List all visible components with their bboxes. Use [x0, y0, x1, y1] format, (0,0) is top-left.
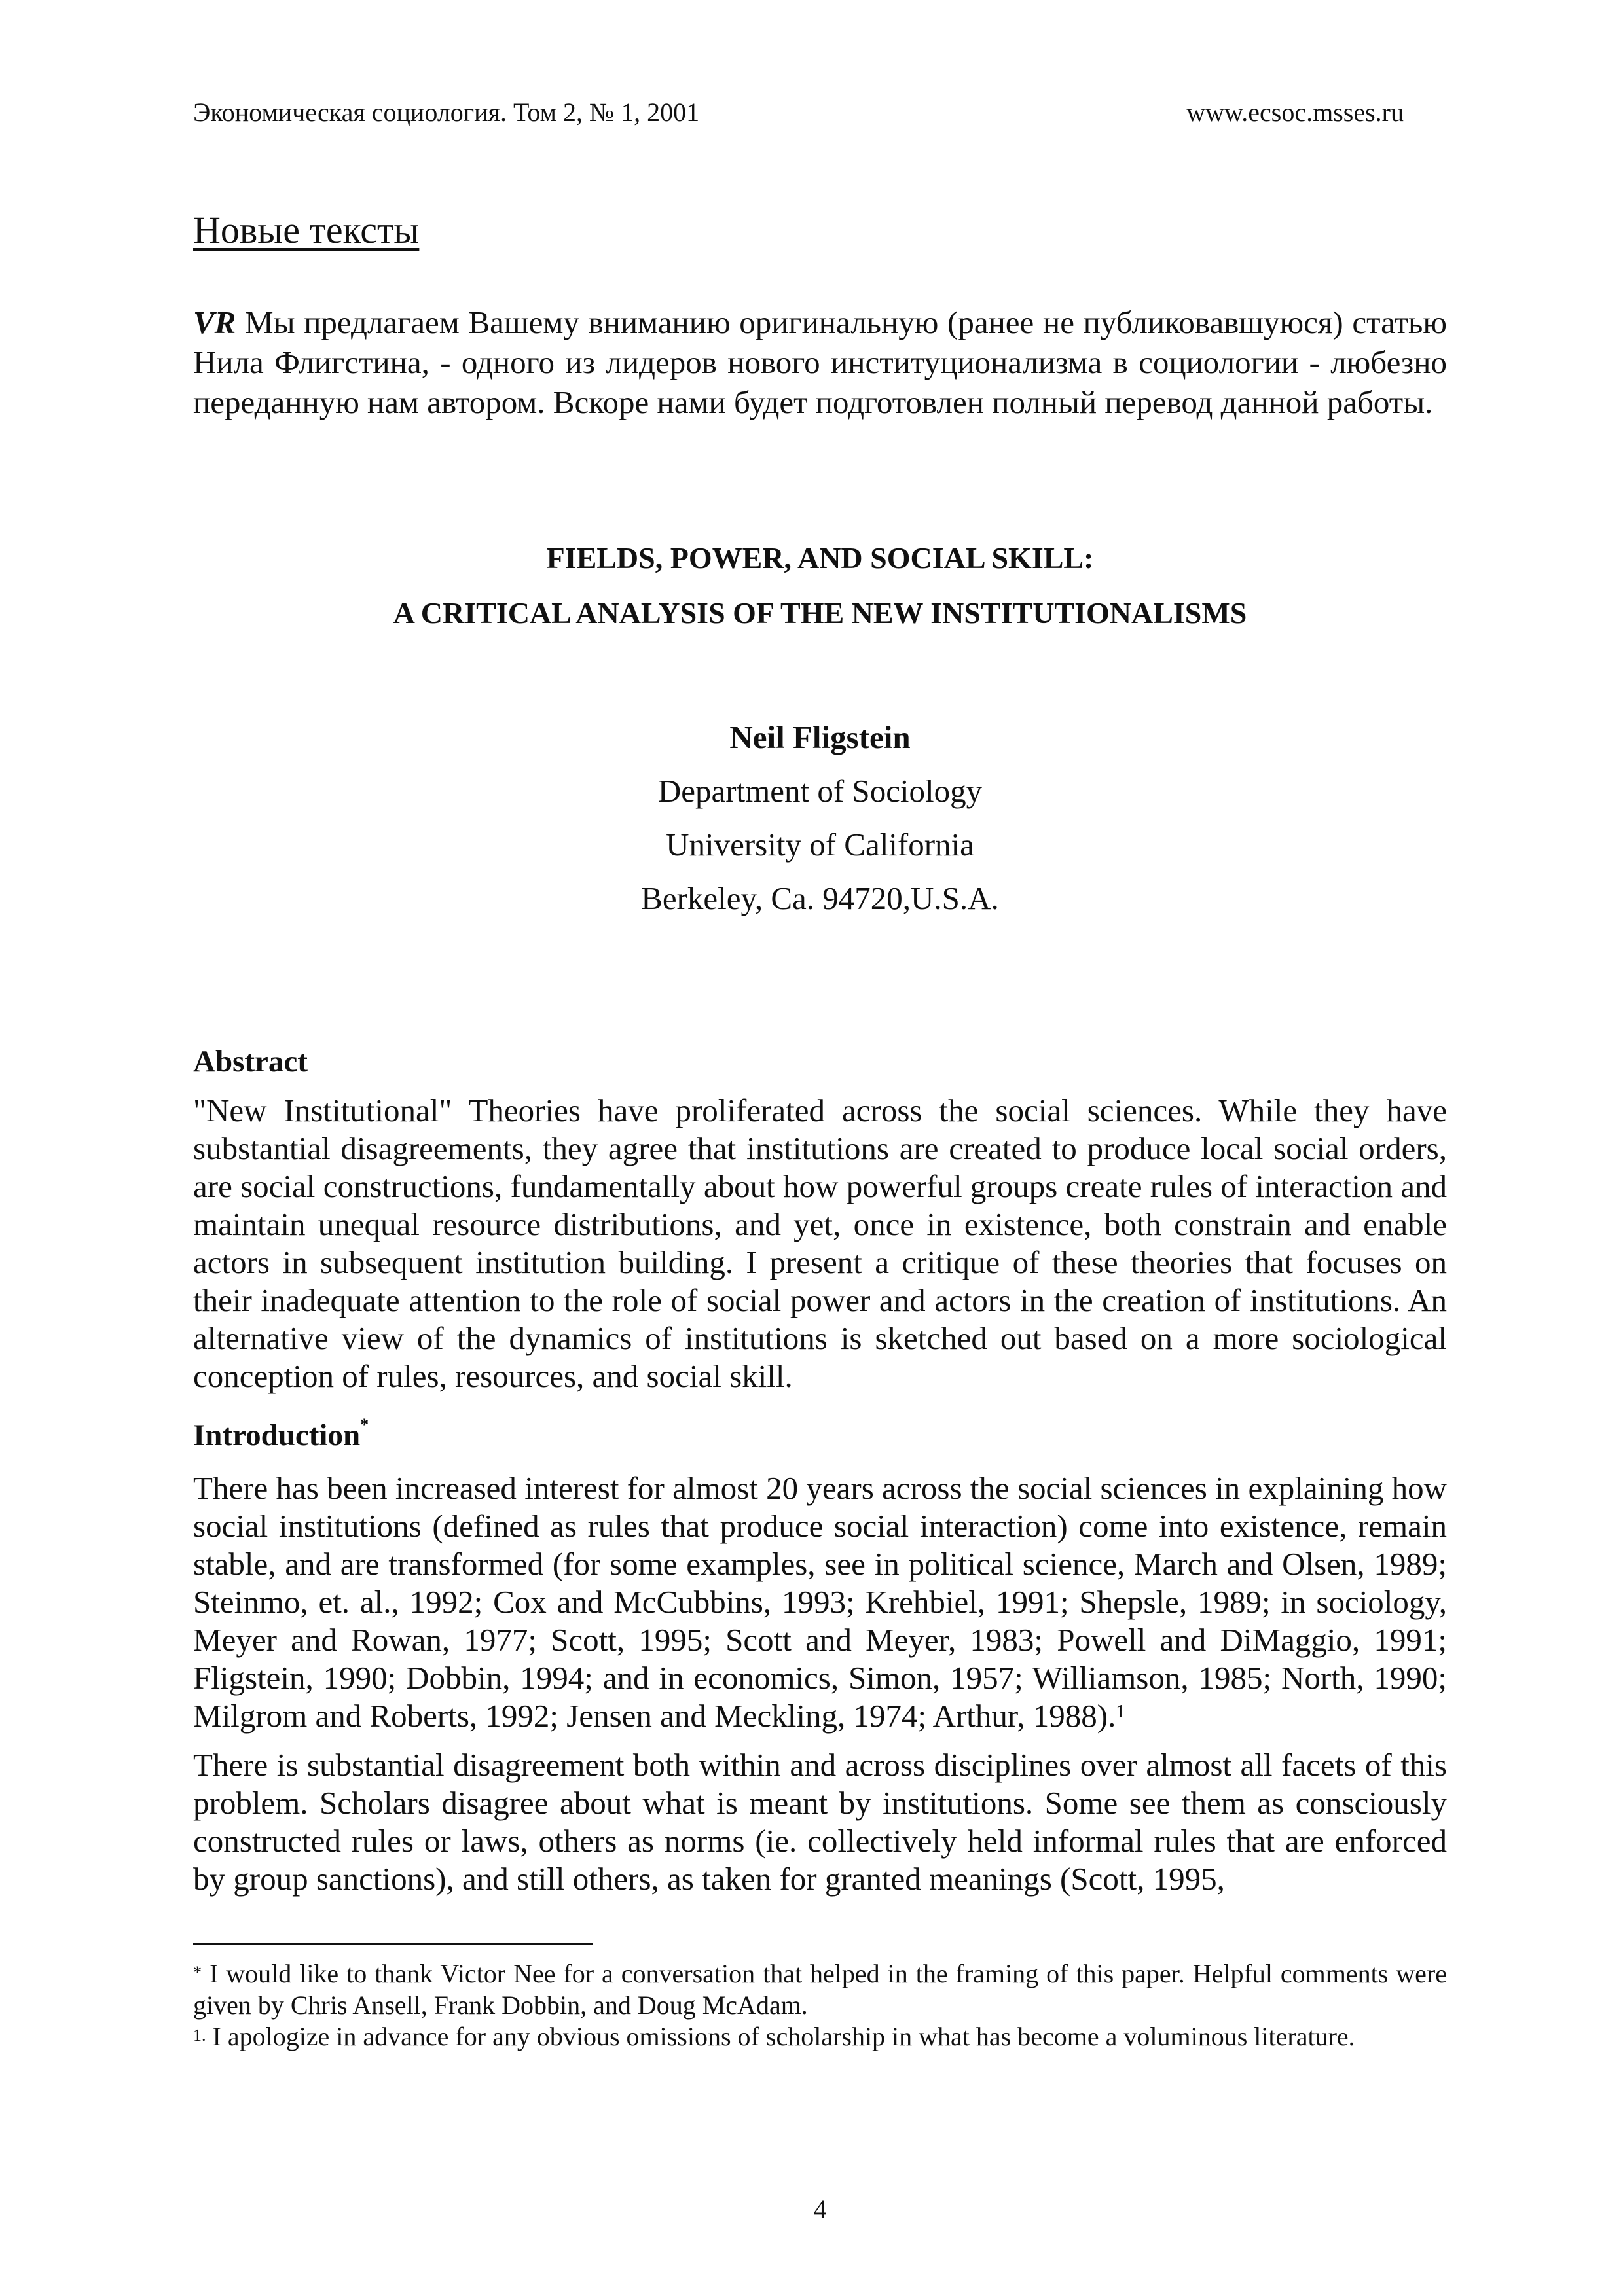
- editor-note: [193, 302, 1447, 422]
- author-name: Neil Fligstein: [729, 719, 911, 755]
- footnote-1-mark: 1.: [193, 2026, 206, 2045]
- introduction-paragraph-1: [193, 1469, 1447, 1735]
- section-title: Новые тексты: [193, 209, 420, 251]
- footnote-star: [193, 1958, 1447, 2021]
- editor-note-tag: VR: [193, 304, 236, 340]
- footnote-ref-1: 1: [1116, 1702, 1125, 1722]
- abstract-heading: Abstract: [193, 1045, 308, 1079]
- footnote-star-mark: *: [193, 1963, 202, 1982]
- introduction-heading: [193, 1415, 369, 1453]
- running-header-url: www.ecsoc.msses.ru: [1186, 98, 1404, 127]
- article-title-line1: FIELDS, POWER, AND SOCIAL SKILL:: [546, 541, 1094, 575]
- author-university: University of California: [666, 827, 974, 863]
- page-number: 4: [813, 2195, 827, 2224]
- footnote-1-text: I apologize in advance for any obvious omissions of scholarship in what has become a voluminous literature.: [206, 2022, 1355, 2051]
- introduction-paragraph-2: There is substantial disagreement both within and across disciplines over almost all facets of this problem. Scholars disagree about what is meant by institutions. Some see them as consciously constructed rules or laws, others as norms (ie. collectively held informal rules that are enforced by group sanctions), and still others, as taken for granted meanings (Scott, 1995,: [193, 1747, 1447, 1897]
- editor-note-text: Мы предлагаем Вашему вниманию оригинальную (ранее не публиковавшуюся) статью Нила Флигстина, - одного из лидеров нового институционализма в социологии - любезно переданную нам автором. Вскоре нами будет подготовлен полный перевод данной работы.: [193, 304, 1447, 420]
- running-header-journal: Экономическая социология. Том 2, № 1, 2001: [193, 98, 700, 127]
- footnote-star-text: I would like to thank Victor Nee for a conversation that helped in the framing of this paper. Helpful comments were given by Chris Ansell, Frank Dobbin, and Doug McAdam.: [193, 1959, 1447, 2020]
- paragraph-1-text: There has been increased interest for almost 20 years across the social sciences in explaining how social institutions (defined as rules that produce social interaction) come into existence, remain stable, and are transformed (for some examples, see in political science, March and Olsen, 1989; Steinmo, et. al., 1992; Cox and McCubbins, 1993; Krehbiel, 1991; Shepsle, 1989; in sociology, Meyer and Rowan, 1977; Scott, 1995; Scott and Meyer, 1983; Powell and DiMaggio, 1991; Fligstein, 1990; Dobbin, 1994; and in economics, Simon, 1957; Williamson, 1985; North, 1990; Milgrom and Roberts, 1992; Jensen and Meckling, 1974; Arthur, 1988).: [193, 1470, 1447, 1734]
- footnote-divider: [193, 1943, 593, 1945]
- author-department: Department of Sociology: [657, 773, 983, 809]
- footnote-ref-star: *: [360, 1415, 369, 1434]
- footnote-1: [193, 2021, 1493, 2053]
- introduction-heading-text: Introduction: [193, 1418, 361, 1452]
- author-address: Berkeley, Ca. 94720,U.S.A.: [641, 880, 999, 916]
- abstract-text: "New Institutional" Theories have proliferated across the social sciences. While they have substantial disagreements, they agree that institutions are created to produce local social orders, are social constructions, fundamentally about how powerful groups create rules of interaction and maintain unequal resource distributions, and yet, once in existence, both constrain and enable actors in subsequent institution building. I present a critique of these theories that focuses on their inadequate attention to the role of social power and actors in the creation of institutions. An alternative view of the dynamics of institutions is sketched out based on a more sociological conception of rules, resources, and social skill.: [193, 1092, 1447, 1394]
- article-title-line2: A CRITICAL ANALYSIS OF THE NEW INSTITUTIONALISMS: [393, 596, 1247, 630]
